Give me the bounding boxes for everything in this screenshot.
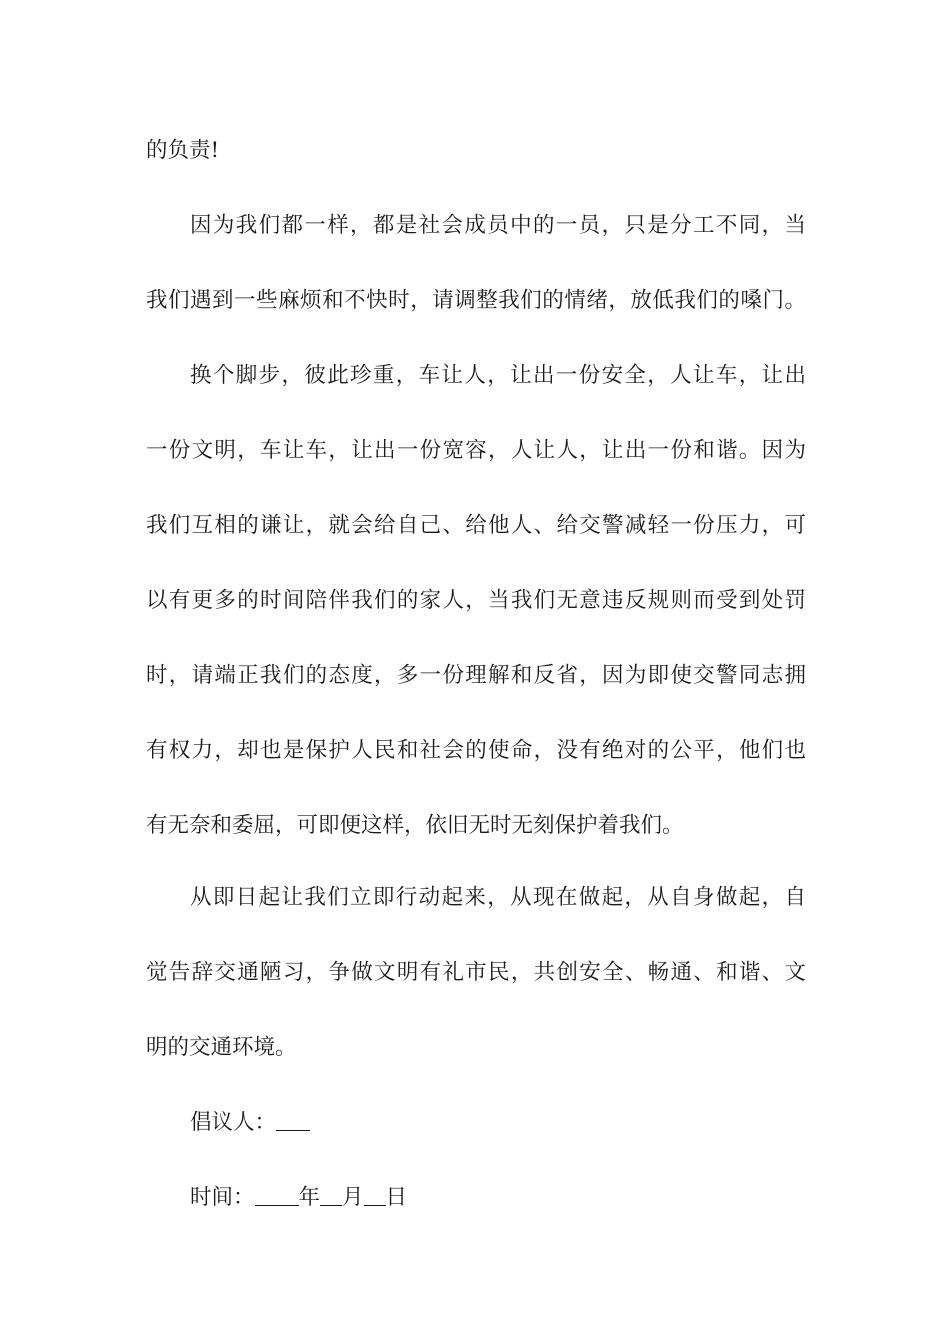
time-label: 时间： bbox=[190, 1185, 255, 1210]
month-blank bbox=[320, 1185, 342, 1206]
paragraph-first-line: 从即日起让我们立即行动起来，从现在做起，从自身做起，自 bbox=[190, 885, 806, 910]
time-line bbox=[190, 1182, 806, 1214]
day-blank bbox=[364, 1185, 386, 1206]
text-line: 觉告辞交通陋习，争做文明有礼市民，共创安全、畅通、和谐、文 bbox=[146, 960, 806, 985]
text-line: 的负责! bbox=[146, 138, 220, 163]
year-blank bbox=[255, 1185, 299, 1206]
proposer-blank bbox=[276, 1110, 310, 1131]
text-line: 有无奈和委屈，可即便这样，依旧无时无刻保护着我们。 bbox=[146, 813, 684, 838]
year-label: 年 bbox=[298, 1185, 321, 1210]
text-line: 明的交通环境。 bbox=[146, 1035, 297, 1060]
proposer-label: 倡议人： bbox=[190, 1110, 277, 1135]
text-line: 时，请端正我们的态度，多一份理解和反省，因为即使交警同志拥 bbox=[146, 663, 806, 688]
proposer-line bbox=[190, 1107, 806, 1139]
text-line: 我们遇到一些麻烦和不快时，请调整我们的情绪，放低我们的嗓门。 bbox=[146, 288, 806, 313]
text-line: 以有更多的时间陪伴我们的家人，当我们无意违反规则而受到处罚 bbox=[146, 588, 806, 613]
day-label: 日 bbox=[385, 1185, 408, 1210]
paragraph-first-line: 因为我们都一样，都是社会成员中的一员，只是分工不同，当 bbox=[190, 213, 806, 238]
paragraph-first-line: 换个脚步，彼此珍重，车让人，让出一份安全，人让车，让出 bbox=[190, 363, 806, 388]
text-line: 一份文明，车让车，让出一份宽容，人让人，让出一份和谐。因为 bbox=[146, 438, 806, 463]
month-label: 月 bbox=[342, 1185, 364, 1210]
text-line: 我们互相的谦让，就会给自己、给他人、给交警减轻一份压力，可 bbox=[146, 513, 806, 538]
text-line: 有权力，却也是保护人民和社会的使命，没有绝对的公平，他们也 bbox=[146, 738, 806, 763]
